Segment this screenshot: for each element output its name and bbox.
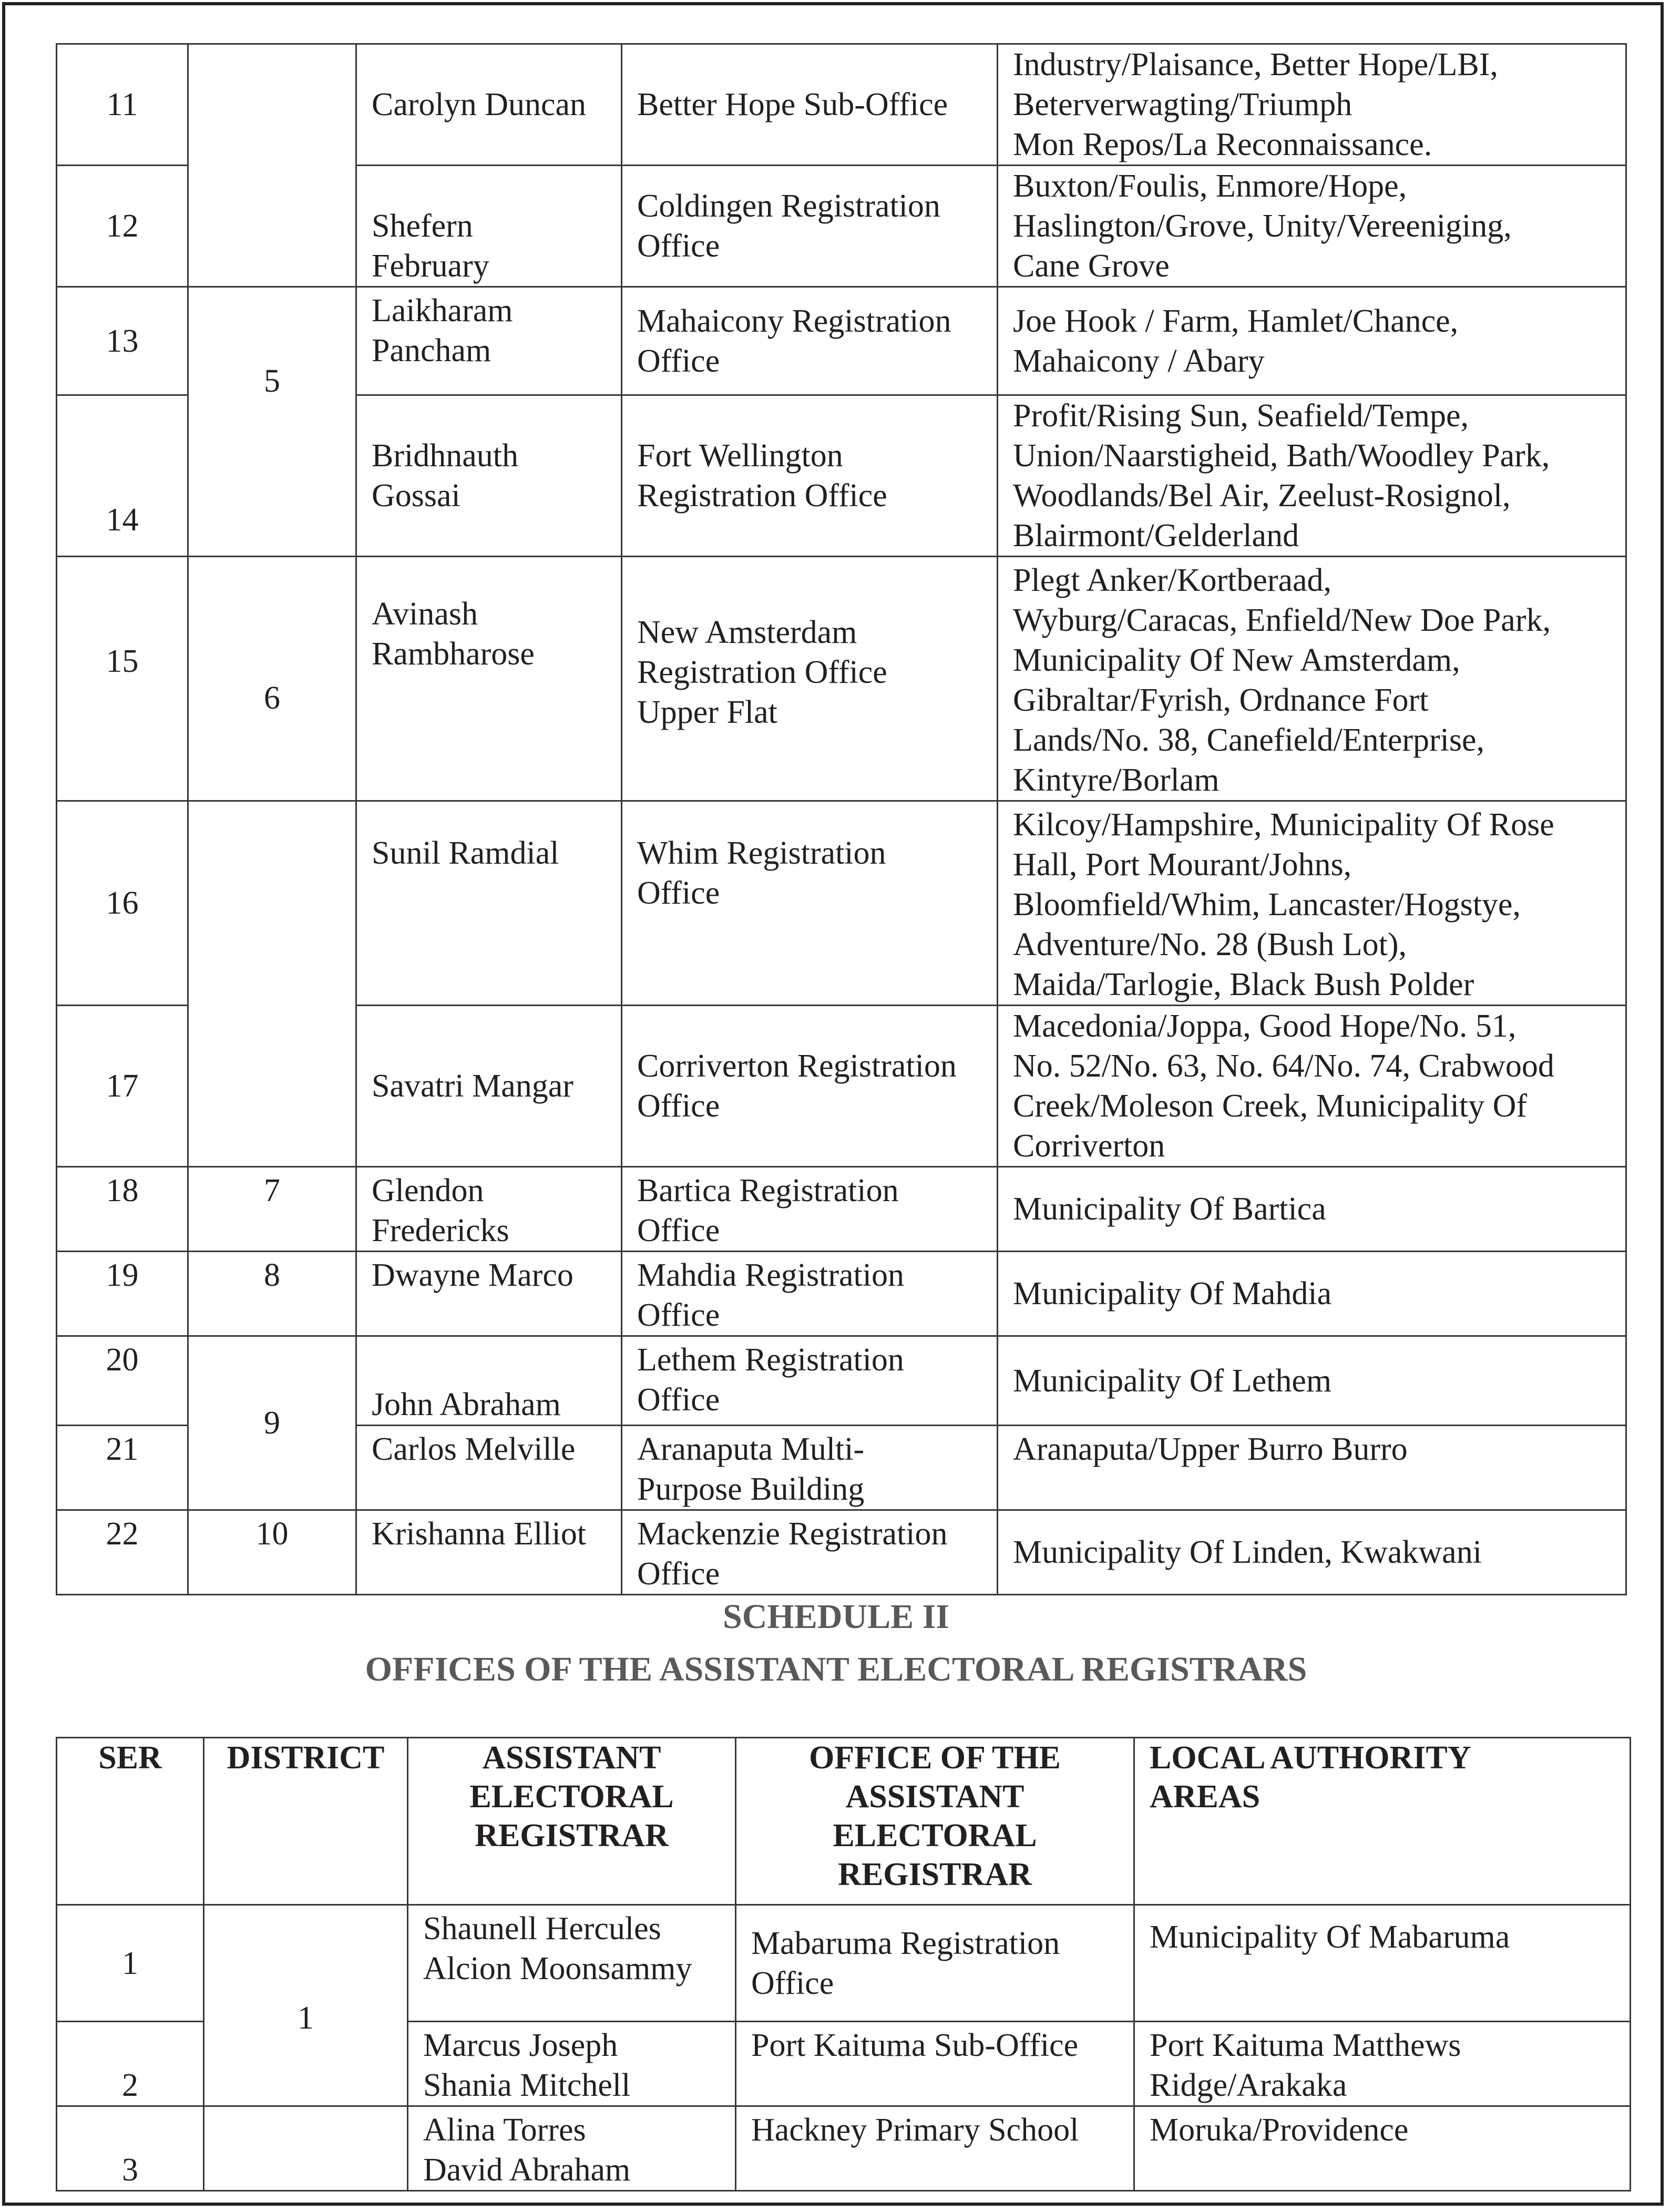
district-cell: 6 [188, 557, 356, 801]
office-cell: Lethem Registration Office [622, 1336, 998, 1426]
office-cell: Mahdia Registration Office [622, 1252, 998, 1336]
registrar-cell: Sunil Ramdial [356, 801, 622, 1006]
registrar-cell: Savatri Mangar [356, 1006, 622, 1167]
registrar-cell: Krishanna Elliot [356, 1510, 622, 1595]
header-row [57, 1738, 1631, 1905]
office-cell: New Amsterdam Registration Office Upper Flat [622, 557, 998, 801]
column-header-areas: LOCAL AUTHORITY AREAS [1134, 1738, 1631, 1905]
district-cell: 8 [188, 1252, 356, 1336]
registrar-cell: Avinash Rambharose [356, 557, 622, 801]
office-cell: Aranaputa Multi- Purpose Building [622, 1426, 998, 1510]
areas-cell: Industry/Plaisance, Better Hope/LBI, Beterverwagting/Triumph Mon Repos/La Reconnaissance. [998, 44, 1626, 166]
table-row [57, 801, 1626, 1006]
ser-cell: 16 [57, 801, 188, 1006]
district-cell: 7 [188, 1167, 356, 1252]
office-cell: Hackney Primary School [736, 2106, 1134, 2191]
schedule-2-table [56, 1737, 1631, 2191]
district-cell [204, 2106, 408, 2191]
column-header-district: DISTRICT [204, 1738, 408, 1905]
areas-cell: Plegt Anker/Kortberaad, Wyburg/Caracas, Enfield/New Doe Park, Municipality Of New Amsterdam, Gibraltar/Fyrish, Ordnance Fort Lands/No. 38, Canefield/Enterprise, Kintyre/Borlam [998, 557, 1626, 801]
office-cell: Port Kaituma Sub-Office [736, 2022, 1134, 2106]
areas-cell: Aranaputa/Upper Burro Burro [998, 1426, 1626, 1510]
office-cell: Bartica Registration Office [622, 1167, 998, 1252]
office-cell: Mabaruma Registration Office [736, 1905, 1134, 2022]
ser-cell: 17 [57, 1006, 188, 1167]
office-cell: Mackenzie Registration Office [622, 1510, 998, 1595]
office-cell: Better Hope Sub-Office [622, 44, 998, 166]
ser-cell: 14 [57, 395, 188, 557]
table-row [57, 1905, 1631, 2022]
areas-cell: Joe Hook / Farm, Hamlet/Chance, Mahaicony / Abary [998, 287, 1626, 395]
ser-cell: 19 [57, 1252, 188, 1336]
areas-cell: Municipality Of Mabaruma [1134, 1905, 1631, 2022]
district-cell: 10 [188, 1510, 356, 1595]
registrar-cell: Carlos Melville [356, 1426, 622, 1510]
ser-cell: 13 [57, 287, 188, 395]
areas-cell: Municipality Of Lethem [998, 1336, 1626, 1426]
schedule-1-table [56, 43, 1627, 1595]
ser-cell: 20 [57, 1336, 188, 1426]
office-cell: Mahaicony Registration Office [622, 287, 998, 395]
registrar-cell: Dwayne Marco [356, 1252, 622, 1336]
district-cell [188, 44, 356, 287]
table-row [57, 557, 1626, 801]
ser-cell: 15 [57, 557, 188, 801]
column-header-office: OFFICE OF THE ASSISTANT ELECTORAL REGISTRAR [736, 1738, 1134, 1905]
column-header-registrar: ASSISTANT ELECTORAL REGISTRAR [408, 1738, 736, 1905]
column-header-ser: SER [57, 1738, 204, 1905]
table-row [57, 2106, 1631, 2191]
registrar-cell: Glendon Fredericks [356, 1167, 622, 1252]
schedule-2-title: SCHEDULE II [723, 1597, 949, 1636]
table-row [57, 44, 1626, 166]
areas-cell: Municipality Of Mahdia [998, 1252, 1626, 1336]
table-row [57, 287, 1626, 395]
office-cell: Whim Registration Office [622, 801, 998, 1006]
district-cell: 1 [204, 1905, 408, 2106]
schedule-2-subtitle: OFFICES OF THE ASSISTANT ELECTORAL REGISTRARS [365, 1650, 1307, 1688]
registrar-cell: John Abraham [356, 1336, 622, 1426]
table-row [57, 1510, 1626, 1595]
table-row [57, 1336, 1626, 1426]
areas-cell: Kilcoy/Hampshire, Municipality Of Rose Hall, Port Mourant/Johns, Bloomfield/Whim, Lancaster/Hogstye, Adventure/No. 28 (Bush Lot), Maida/Tarlogie, Black Bush Polder [998, 801, 1626, 1006]
registrar-cell: Shaunell Hercules Alcion Moonsammy [408, 1905, 736, 2022]
registrar-cell: Carolyn Duncan [356, 44, 622, 166]
ser-cell: 1 [57, 1905, 204, 2022]
office-cell: Fort Wellington Registration Office [622, 395, 998, 557]
district-cell [188, 801, 356, 1167]
registrar-cell: Alina Torres David Abraham [408, 2106, 736, 2191]
ser-cell: 12 [57, 166, 188, 287]
document-page [2, 2, 1664, 2206]
areas-cell: Municipality Of Linden, Kwakwani [998, 1510, 1626, 1595]
ser-cell: 2 [57, 2022, 204, 2106]
office-cell: Coldingen Registration Office [622, 166, 998, 287]
areas-cell: Port Kaituma Matthews Ridge/Arakaka [1134, 2022, 1631, 2106]
office-cell: Corriverton Registration Office [622, 1006, 998, 1167]
registrar-cell: Marcus Joseph Shania Mitchell [408, 2022, 736, 2106]
ser-cell: 18 [57, 1167, 188, 1252]
district-cell: 5 [188, 287, 356, 557]
table-row [57, 1167, 1626, 1252]
table-row [57, 1252, 1626, 1336]
areas-cell: Municipality Of Bartica [998, 1167, 1626, 1252]
areas-cell: Buxton/Foulis, Enmore/Hope, Haslington/Grove, Unity/Vereeniging, Cane Grove [998, 166, 1626, 287]
registrar-cell: Laikharam Pancham [356, 287, 622, 395]
areas-cell: Moruka/Providence [1134, 2106, 1631, 2191]
ser-cell: 3 [57, 2106, 204, 2191]
ser-cell: 21 [57, 1426, 188, 1510]
district-cell: 9 [188, 1336, 356, 1510]
areas-cell: Macedonia/Joppa, Good Hope/No. 51, No. 52/No. 63, No. 64/No. 74, Crabwood Creek/Moleson Creek, Municipality Of Corriverton [998, 1006, 1626, 1167]
ser-cell: 22 [57, 1510, 188, 1595]
registrar-cell: Bridhnauth Gossai [356, 395, 622, 557]
areas-cell: Profit/Rising Sun, Seafield/Tempe, Union/Naarstigheid, Bath/Woodley Park, Woodlands/Bel Air, Zeelust-Rosignol, Blairmont/Gelderland [998, 395, 1626, 557]
registrar-cell: Shefern February [356, 166, 622, 287]
ser-cell: 11 [57, 44, 188, 166]
